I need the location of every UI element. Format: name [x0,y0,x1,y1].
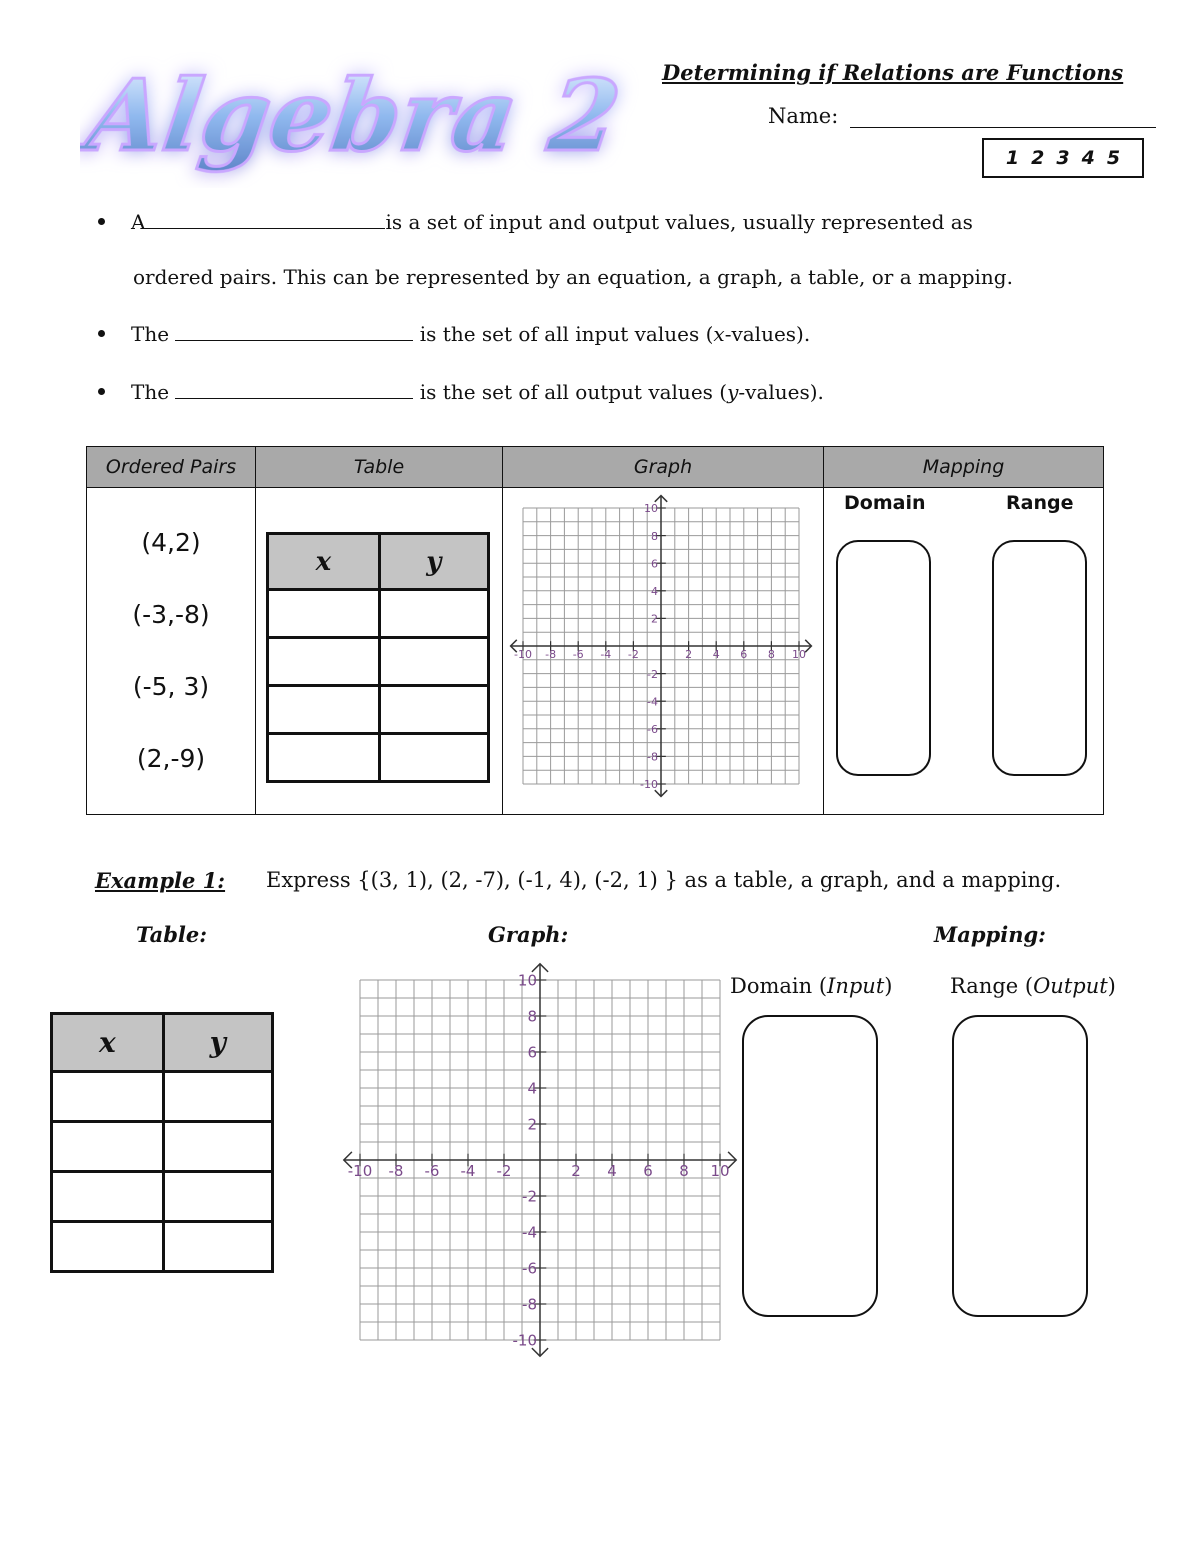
domain-input-label: Domain (Input) [730,974,893,998]
x-tick-label: 6 [643,1162,653,1180]
y-tick-label: -8 [522,1295,537,1314]
score-4[interactable]: 4 [1081,147,1095,169]
mapping-domain-label: Domain [844,492,926,514]
bullet-dot [98,218,105,225]
y-tick-label: -4 [522,1223,537,1242]
y-tick-label: -6 [647,722,658,736]
x-tick-label: 2 [685,648,693,661]
table-input-cell[interactable] [163,1122,272,1172]
y-tick-label: -6 [522,1259,537,1278]
x-tick-label: 2 [571,1162,581,1180]
x-tick-label: -6 [572,648,584,661]
x-tick-label: -10 [514,648,532,661]
y-tick-label: -2 [647,667,658,681]
y-tick-label: -4 [647,695,658,709]
x-tick-label: -6 [424,1162,440,1180]
table-input-cell[interactable] [52,1172,164,1222]
table-input-cell[interactable] [379,590,488,638]
example-domain-box[interactable] [742,1015,878,1317]
x-header: x [52,1014,164,1072]
x-tick-label: -4 [600,648,612,661]
x-tick-label: -10 [347,1162,373,1180]
score-3[interactable]: 3 [1056,147,1070,169]
relation-representations-table [86,446,1104,815]
table-input-cell[interactable] [379,686,488,734]
domain-blank[interactable] [175,339,413,341]
table-input-cell[interactable] [379,734,488,782]
x-tick-label: -8 [388,1162,404,1180]
mapping-cell [824,488,1104,815]
bullet-dot [98,330,105,337]
bullet-domain: The is the set of all input values (x-values). [98,322,810,346]
y-tick-label: 10 [517,971,537,990]
x-tick-label: 8 [767,648,775,661]
ordered-pair: (-3,-8) [132,600,210,629]
table-input-cell[interactable] [52,1222,164,1272]
ordered-pair: (4,2) [141,528,201,557]
bullet-relation: A is a set of input and output values, usually represented as [98,210,973,234]
example-range-box[interactable] [952,1015,1088,1317]
table-input-cell[interactable] [268,590,380,638]
range-blank[interactable] [175,397,413,399]
score-5[interactable]: 5 [1106,147,1121,169]
name-input-line[interactable] [850,127,1156,128]
table-input-cell[interactable] [163,1172,272,1222]
y-tick-label: -2 [522,1187,537,1206]
y-tick-label: 6 [651,557,658,571]
table-input-cell[interactable] [163,1222,272,1272]
table-input-cell[interactable] [268,686,380,734]
mapping-domain-box[interactable] [836,540,931,776]
x-tick-label: -8 [545,648,557,661]
header-graph: Graph [503,447,824,488]
y-tick-label: 4 [651,584,658,598]
mapping-range-box[interactable] [992,540,1087,776]
algebra-2-logo [80,48,640,188]
header-mapping: Mapping [824,447,1104,488]
x-tick-label: -2 [496,1162,512,1180]
range-output-label: Range (Output) [950,974,1116,998]
x-tick-label: 10 [710,1162,730,1180]
table-input-cell[interactable] [268,734,380,782]
example-1-label: Example 1: [95,868,226,893]
mapping-range-label: Range [1006,492,1074,514]
mapping-heading: Mapping: [934,922,1046,947]
table-input-cell[interactable] [52,1072,164,1122]
table-cell [256,488,503,815]
y-tick-label: 2 [527,1115,537,1134]
y-header: y [163,1014,272,1072]
svg-text:Algebra 2: Algebra 2 [80,59,627,174]
graph-cell [503,488,824,815]
ordered-pairs-cell [87,488,256,815]
x-header: x [268,534,380,590]
x-tick-label: 4 [712,648,720,661]
x-tick-label: 10 [792,648,806,661]
example-1-prompt: Express {(3, 1), (2, -7), (-1, 4), (-2, 1) } as a table, a graph, and a mapping. [266,868,1062,892]
ordered-pair: (-5, 3) [132,672,210,701]
y-tick-label: 8 [527,1007,537,1026]
y-tick-label: 4 [527,1079,537,1098]
y-tick-label: 2 [651,612,658,626]
example-xy-table [50,1012,274,1273]
y-tick-label: -8 [647,750,658,764]
score-1[interactable]: 1 [1005,147,1020,169]
bullet-dot [98,388,105,395]
example-coordinate-grid[interactable] [338,958,748,1366]
name-label: Name: [768,104,839,128]
table-heading: Table: [136,922,207,947]
bullet-continuation: ordered pairs. This can be represented by an equation, a graph, a table, or a mapping. [133,265,1013,289]
x-tick-label: 6 [740,648,748,661]
worksheet-title: Determining if Relations are Functions [662,60,1124,85]
bullet-range: The is the set of all output values (y-values). [98,380,824,404]
relation-blank[interactable] [145,227,385,229]
table-input-cell[interactable] [379,638,488,686]
y-tick-label: 10 [644,502,658,516]
ordered-pair: (2,-9) [136,744,206,773]
xy-table [266,532,490,783]
y-tick-label: 8 [651,529,658,543]
score-box [982,138,1144,178]
x-tick-label: 4 [607,1162,617,1180]
graph-heading: Graph: [488,922,569,947]
y-tick-label: 6 [527,1043,537,1062]
x-tick-label: -4 [460,1162,476,1180]
y-tick-label: -10 [640,778,658,792]
table-input-cell[interactable] [52,1122,164,1172]
header-ordered-pairs: Ordered Pairs [87,447,256,488]
coordinate-grid[interactable] [507,494,819,800]
header-table: Table [256,447,503,488]
y-header: y [379,534,488,590]
y-tick-label: -10 [512,1331,537,1350]
x-tick-label: 8 [679,1162,689,1180]
table-input-cell[interactable] [163,1072,272,1122]
score-2[interactable]: 2 [1031,147,1045,169]
x-tick-label: -2 [627,648,639,661]
table-input-cell[interactable] [268,638,380,686]
